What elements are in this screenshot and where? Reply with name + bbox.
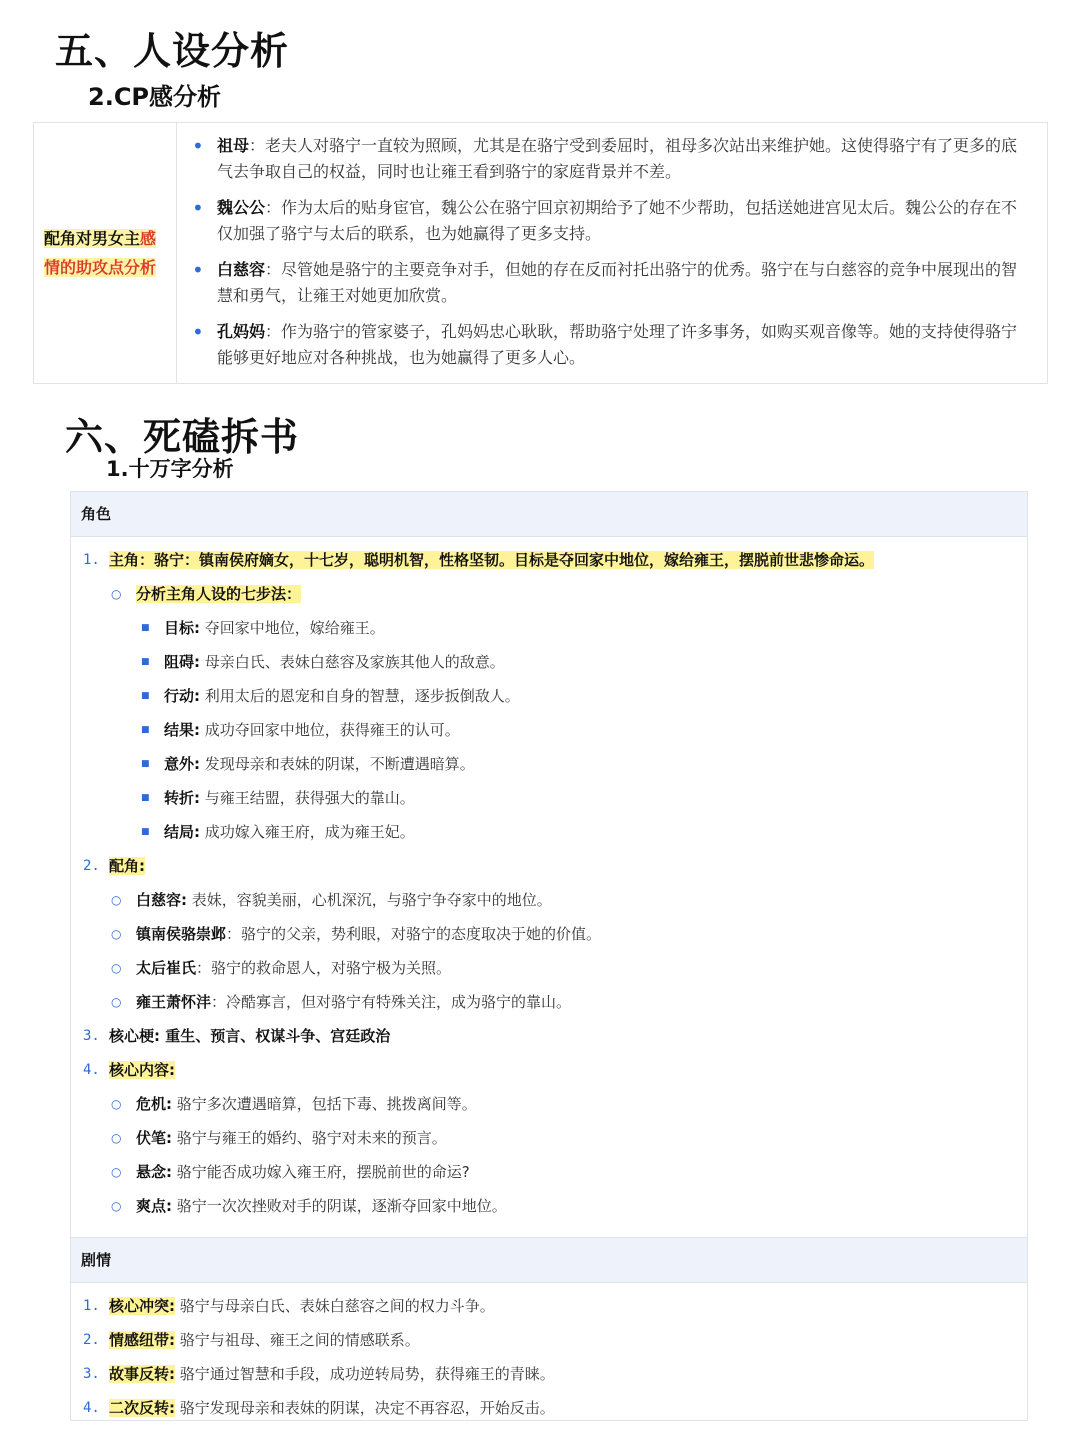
item-key: 雍王萧怀沣 [136,993,212,1011]
list-item [71,1323,1027,1357]
square-bullet-icon: ■ [141,827,150,837]
list-item [71,645,1027,679]
item-value: 成功夺回家中地位，获得雍王的认可。 [204,721,460,739]
list-number: 2. [83,858,100,874]
item-key: 意外: [164,755,200,773]
cp-list [177,123,1047,383]
circle-bullet-icon: ○ [111,961,122,975]
list-item [71,917,1027,951]
circle-bullet-icon: ○ [111,893,122,907]
item-key: 情感纽带: [109,1331,175,1349]
section5-title: 五、人设分析 [55,29,290,73]
cp-item-name: 白慈容 [217,260,266,279]
item-value: 骆宁通过智慧和手段，成功逆转局势，获得雍王的青睐。 [179,1365,555,1383]
list-item [71,849,1027,883]
list-number: 4. [83,1400,100,1416]
item-key: 故事反转: [109,1365,175,1383]
item-key: 伏笔: [136,1129,172,1147]
seven-step-title: 分析主角人设的七步法： [136,585,302,603]
list-item [71,577,1027,611]
list-item [71,713,1027,747]
cp-item [217,257,1027,309]
square-bullet-icon: ■ [141,793,150,803]
item-key: 转折: [164,789,200,807]
item-value: 表妹，容貌美丽，心机深沉，与骆宁争夺家中的地位。 [191,891,552,909]
item-value: ：冷酷寡言，但对骆宁有特殊关注，成为骆宁的靠山。 [211,993,572,1011]
item-key: 二次反转: [109,1399,175,1417]
circle-bullet-icon: ○ [111,1199,122,1213]
item-key: 危机: [136,1095,172,1113]
role-header: 角色 [71,492,1027,537]
item-key: 结局: [164,823,200,841]
item-value: 夺回家中地位，嫁给雍王。 [204,619,385,637]
list-item [71,1121,1027,1155]
item-key: 镇南侯骆崇邺 [136,925,227,943]
cp-item-text: ：作为骆宁的管家婆子，孔妈妈忠心耿耿，帮助骆宁处理了许多事务，如购买观音像等。她的支持使得骆宁能够更好地应对各种挑战，也为她赢得了更多人心。 [217,322,1018,367]
main-character: 主角：骆宁：镇南侯府嫡女，十七岁，聪明机智，性格坚韧。目标是夺回家中地位，嫁给雍王，摆脱前世悲惨命运。 [109,551,875,569]
item-value: 骆宁一次次挫败对手的阴谋，逐渐夺回家中地位。 [176,1197,507,1215]
list-number: 3. [83,1028,100,1044]
circle-bullet-icon: ○ [111,995,122,1009]
cp-item-text: ：尽管她是骆宁的主要竞争对手，但她的存在反而衬托出骆宁的优秀。骆宁在与白慈容的竞争中展现出的智慧和勇气，让雍王对她更加欣赏。 [217,260,1018,305]
item-value: 骆宁发现母亲和表妹的阴谋，决定不再容忍，开始反击。 [179,1399,555,1417]
section6-title: 六、死磕拆书 [65,415,300,459]
cp-item [217,195,1027,247]
section5-subtitle: 2.CP感分析 [88,83,222,111]
item-key: 白慈容: [136,891,187,909]
list-number: 1. [83,1298,100,1314]
list-item [71,747,1027,781]
list-item [71,815,1027,849]
circle-bullet-icon: ○ [111,587,122,601]
item-key: 太后崔氏 [136,959,197,977]
label-part-c: 情的助攻点分析 [44,258,157,277]
item-value: 利用太后的恩宠和自身的智慧，逐步扳倒敌人。 [204,687,520,705]
item-value: 骆宁能否成功嫁入雍王府，摆脱前世的命运? [176,1163,470,1181]
analysis-panel [70,491,1028,1421]
list-item [71,951,1027,985]
item-key: 核心冲突: [109,1297,175,1315]
circle-bullet-icon: ○ [111,1131,122,1145]
section6-subtitle: 1.十万字分析 [106,457,234,481]
list-item [71,611,1027,645]
label-part-b: 感 [140,229,157,248]
item-value: 成功嫁入雍王府，成为雍王妃。 [204,823,415,841]
item-value: 母亲白氏、表妹白慈容及家族其他人的敌意。 [204,653,505,671]
square-bullet-icon: ■ [141,623,150,633]
square-bullet-icon: ■ [141,759,150,769]
cp-item-text: ：老夫人对骆宁一直较为照顾，尤其是在骆宁受到委屈时，祖母多次站出来维护她。这使得骆宁有了更多的底气去争取自己的权益，同时也让雍王看到骆宁的家庭背景并不差。 [217,136,1018,181]
cp-item [217,133,1027,185]
list-number: 4. [83,1062,100,1078]
square-bullet-icon: ■ [141,725,150,735]
item-value: 骆宁与雍王的婚约、骆宁对未来的预言。 [176,1129,447,1147]
item-value: 与雍王结盟，获得强大的靠山。 [204,789,415,807]
item-key: 爽点: [136,1197,172,1215]
core-title: 核心内容: [109,1061,175,1079]
list-item [71,985,1027,1019]
cp-item-text: ：作为太后的贴身宦官，魏公公在骆宁回京初期给予了她不少帮助，包括送她进宫见太后。魏公公的存在不仅加强了骆宁与太后的联系，也为她赢得了更多支持。 [217,198,1018,243]
list-item [71,1019,1027,1053]
item-value: ：骆宁的救命恩人，对骆宁极为关照。 [196,959,452,977]
support-title: 配角: [109,857,145,875]
cp-item [217,319,1027,371]
list-item [71,679,1027,713]
list-item [71,1391,1027,1421]
cp-item-name: 孔妈妈 [217,322,266,341]
item-value: 骆宁多次遭遇暗算，包括下毒、挑拨离间等。 [176,1095,477,1113]
item-value: 骆宁与祖母、雍王之间的情感联系。 [179,1331,420,1349]
item-value: ：骆宁的父亲，势利眼，对骆宁的态度取决于她的价值。 [226,925,602,943]
square-bullet-icon: ■ [141,657,150,667]
item-key: 目标: [164,619,200,637]
item-key: 阻碍: [164,653,200,671]
cp-item-name: 祖母 [217,136,250,155]
list-item [71,1289,1027,1323]
list-item [71,1087,1027,1121]
cp-table-label [44,224,156,282]
list-item [71,543,1027,577]
circle-bullet-icon: ○ [111,1165,122,1179]
square-bullet-icon: ■ [141,691,150,701]
list-number: 1. [83,552,100,568]
core-trope: 核心梗: 重生、预言、权谋斗争、宫廷政治 [109,1027,391,1045]
item-key: 结果: [164,721,200,739]
list-item [71,1357,1027,1391]
list-number: 3. [83,1366,100,1382]
item-key: 行动: [164,687,200,705]
list-item [71,1155,1027,1189]
list-item [71,1189,1027,1223]
circle-bullet-icon: ○ [111,927,122,941]
item-key: 悬念: [136,1163,172,1181]
list-number: 2. [83,1332,100,1348]
list-item [71,883,1027,917]
cp-table-label-cell [34,123,177,383]
list-item [71,781,1027,815]
list-item [71,1053,1027,1087]
cp-analysis-table [33,122,1048,384]
plot-header: 剧情 [71,1237,1027,1283]
label-part-a: 配角对男女主 [44,229,141,248]
item-value: 骆宁与母亲白氏、表妹白慈容之间的权力斗争。 [179,1297,495,1315]
item-value: 发现母亲和表妹的阴谋，不断遭遇暗算。 [204,755,475,773]
cp-item-name: 魏公公 [217,198,266,217]
circle-bullet-icon: ○ [111,1097,122,1111]
